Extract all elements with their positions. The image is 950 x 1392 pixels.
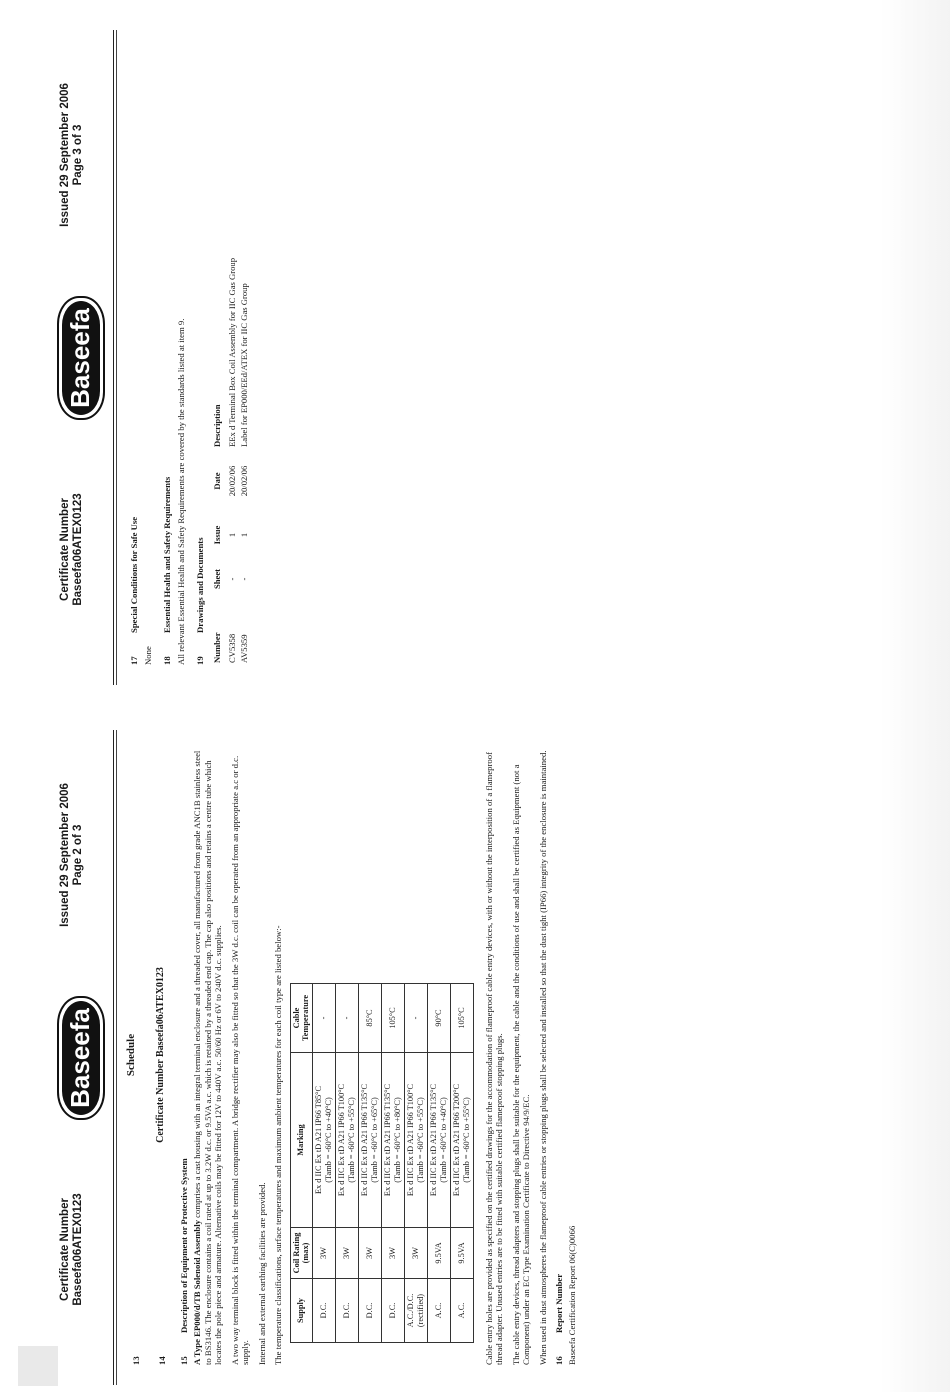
section-17-title: Special Conditions for Safe Use xyxy=(129,516,139,633)
section-14-row xyxy=(151,745,175,1365)
cell-marking xyxy=(450,1053,473,1228)
cell-date: 20/02/06 xyxy=(238,465,249,497)
table-row xyxy=(427,984,450,1343)
table-body xyxy=(313,984,473,1343)
cell-supply: D.C. xyxy=(382,1279,405,1343)
section-14-number: 14 xyxy=(157,1356,167,1365)
section-18-title: Essential Health and Safety Requirements xyxy=(161,476,172,633)
section-15-para-4: The temperature classifications, surface temperatures and maximum ambient temperatures for each coil type are listed below:- xyxy=(273,925,284,1365)
page-2-rotated xyxy=(45,730,585,1385)
section-15-number: 15 xyxy=(179,1356,189,1365)
logo-text: Baseefa xyxy=(62,1001,100,1115)
table-row xyxy=(405,984,428,1343)
page2-header-cert xyxy=(59,1172,85,1327)
page2-body xyxy=(125,745,584,1365)
marking-ambient-range: (Tamb = -60°C to +40°C) xyxy=(324,1097,334,1183)
header-sheet: Sheet xyxy=(212,568,223,590)
cell-doc-number: AV5359 xyxy=(238,634,249,663)
marking-ambient-range: (Tamb = -60°C to +40°C) xyxy=(438,1097,448,1183)
page-number: Page 2 of 3 xyxy=(72,824,85,886)
section-18-text: All relevant Essential Health and Safety Requirements are covered by the standards listed at item 9. xyxy=(176,318,187,665)
cell-marking xyxy=(405,1053,428,1228)
section-17-text: None xyxy=(143,646,154,665)
cell-description: Label for EP000/EEd/ATEX for IIC Gas Group xyxy=(238,283,249,447)
cell-cable-temperature: 90°C xyxy=(427,984,450,1053)
product-name: A Type EP000/d/TB Solenoid Assembly xyxy=(192,1220,203,1365)
cell-date: 20/02/06 xyxy=(226,465,237,497)
header-date: Date xyxy=(212,472,223,490)
cell-issue: 1 xyxy=(226,532,237,538)
cell-marking xyxy=(313,1053,336,1228)
cell-description: EEx d Terminal Box Coil Assembly for IIC Gas Group xyxy=(226,258,237,447)
issue-date: Issued 29 September 2006 xyxy=(59,783,71,927)
section-13-number: 13 xyxy=(131,1356,141,1365)
header-rule xyxy=(113,30,114,685)
table-row xyxy=(226,45,238,665)
para-1-text: comprises a cast housing with an integral terminal enclosure and a threaded cover, all manufactured from grade ANC1B stainless steel to BS3146. The enclosure contains a coil rated at up to 3.2W d.c. or 9.5VA a.c. which is retained by a threaded end cap. The cap also positions and retains a centre tube which locates the pole piece and armature. Alternative coils may be fitted for 12V to 440V a.c. 50/60 Hz or 6V to 240V d.c. supplies. xyxy=(192,750,224,1365)
cell-supply: A.C./D.C. (rectified) xyxy=(405,1279,428,1343)
drawings-header-row xyxy=(209,45,225,665)
logo-text: Baseefa xyxy=(62,301,100,415)
section-13-row xyxy=(125,745,151,1365)
section-15-para-6: The cable entry devices, thread adapters and stopping plugs shall be suitable for the equipment, the cable and the conditions of use and shall be certified as Equipment (not a Component) under an EC Type Examination Certificate to Directive 94/9/EC. xyxy=(510,764,532,1365)
section-15-para-5: Cable entry holes are provided as specified on the certified drawings for the accommodation of flameproof cable entry devices, with or without the interposition of a flameproof thread adapter. Unused entries are to be fitted with suitable certified flameproof stopping plugs. xyxy=(483,752,505,1365)
header-rule-thin xyxy=(116,730,117,1385)
scan-shadow xyxy=(880,0,950,1392)
section-15-para-2: A two way terminal block is fitted within the terminal compartment. A bridge rectifier may also be fitted so that the 3W d.c. coil can be operated from an appropriate a.c or d.c. supply. xyxy=(229,755,251,1365)
drawings-body xyxy=(226,45,251,665)
section-15-para-1 xyxy=(192,745,223,1365)
marking-ambient-range: (Tamb = -60°C to +55°C) xyxy=(461,1097,471,1183)
cell-supply: A.C. xyxy=(427,1279,450,1343)
marking-code: Ex d IIC Ex tD A21 IP66 T135°C xyxy=(360,1083,370,1197)
section-19-number: 19 xyxy=(194,656,205,665)
drawings-table xyxy=(209,45,250,665)
marking-code: Ex d IIC Ex tD A21 IP66 T200°C xyxy=(451,1083,461,1197)
header-supply: Supply xyxy=(290,1279,313,1343)
cell-marking xyxy=(336,1053,359,1228)
cell-sheet: - xyxy=(226,577,237,581)
table-row xyxy=(336,984,359,1343)
table-row xyxy=(359,984,382,1343)
marking-ambient-range: (Tamb = -60°C to +65°C) xyxy=(370,1097,380,1183)
section-15-heading xyxy=(179,745,189,1365)
cert-label: Certificate Number xyxy=(59,1198,71,1301)
schedule-cert-number: Certificate Number Baseefa06ATEX0123 xyxy=(155,967,166,1143)
header-description: Description xyxy=(212,404,223,447)
section-19-title: Drawings and Documents xyxy=(194,537,205,633)
marking-code: Ex d IIC Ex tD A21 IP66 T85°C xyxy=(314,1085,324,1195)
section-16-number: 16 xyxy=(553,1356,564,1365)
cell-coil-rating: 3W xyxy=(405,1228,428,1279)
schedule-title: Schedule xyxy=(125,1033,137,1077)
header-cable-temperature: Cable Temperature xyxy=(290,984,313,1053)
cell-supply: D.C. xyxy=(336,1279,359,1343)
cell-coil-rating: 9.5VA xyxy=(450,1228,473,1279)
cell-supply: D.C. xyxy=(359,1279,382,1343)
section-16-heading xyxy=(554,745,564,1365)
header-number: Number xyxy=(212,632,223,663)
baseefa-logo xyxy=(57,996,105,1120)
header-marking: Marking xyxy=(290,1053,313,1228)
cell-doc-number: CV5358 xyxy=(226,633,237,663)
cell-cable-temperature: - xyxy=(336,984,359,1053)
marking-code: Ex d IIC Ex tD A21 IP66 T100°C xyxy=(337,1083,347,1197)
cert-label: Certificate Number xyxy=(59,498,71,601)
page3-body xyxy=(129,45,250,665)
section-15-title: Description of Equipment or Protective System xyxy=(179,1158,189,1333)
cell-issue: 1 xyxy=(238,532,249,538)
cell-cable-temperature: - xyxy=(405,984,428,1053)
table-row xyxy=(450,984,473,1343)
section-15-para-3: Internal and external earthing facilities are provided. xyxy=(256,1182,267,1365)
cell-coil-rating: 3W xyxy=(359,1228,382,1279)
table-row xyxy=(382,984,405,1343)
cell-coil-rating: 3W xyxy=(382,1228,405,1279)
issue-date: Issued 29 September 2006 xyxy=(59,83,71,227)
page-number: Page 3 of 3 xyxy=(72,124,85,186)
cell-cable-temperature: - xyxy=(313,984,336,1053)
marking-code: Ex d IIC Ex tD A21 IP66 T135°C xyxy=(428,1083,438,1197)
marking-code: Ex d IIC Ex tD A21 IP66 T100°C xyxy=(406,1083,416,1197)
cell-cable-temperature: 105°C xyxy=(450,984,473,1053)
section-15-para-7: When used in dust atmospheres the flameproof cable entries or stopping plugs shall be selected and installed so that the dust tight (IP66) integrity of the enclosure is maintained. xyxy=(537,750,548,1365)
section-18-number: 18 xyxy=(161,656,172,665)
marking-code: Ex d IIC Ex tD A21 IP66 T135°C xyxy=(383,1083,393,1197)
report-number-text: Baseefa Certification Report 06(C)0066 xyxy=(567,1225,578,1365)
page3-header-cert xyxy=(59,472,85,627)
cert-number: Baseefa06ATEX0123 xyxy=(72,1193,85,1306)
header-coil-rating: Coil Rating (max) xyxy=(290,1228,313,1279)
cell-marking xyxy=(382,1053,405,1228)
certificate-page-3 xyxy=(45,30,585,685)
baseefa-logo xyxy=(57,296,105,420)
page-3-rotated xyxy=(45,30,585,685)
certificate-page-2 xyxy=(45,730,585,1385)
section-17-heading xyxy=(129,45,139,665)
table-row xyxy=(238,45,250,665)
section-16-title: Report Number xyxy=(553,1273,564,1333)
header-issue: Issue xyxy=(212,525,223,545)
coil-temperature-table xyxy=(290,983,474,1343)
page2-header-issue xyxy=(59,755,85,955)
cell-supply: A.C. xyxy=(450,1279,473,1343)
table-row xyxy=(313,984,336,1343)
section-18-heading xyxy=(162,45,172,665)
section-17-number: 17 xyxy=(129,656,139,665)
marking-ambient-range: (Tamb = -60°C to +80°C) xyxy=(393,1097,403,1183)
cell-marking xyxy=(427,1053,450,1228)
page3-header-issue xyxy=(59,55,85,255)
marking-ambient-range: (Tamb = -60°C to +55°C) xyxy=(347,1097,357,1183)
cell-supply: D.C. xyxy=(313,1279,336,1343)
header-rule xyxy=(113,730,114,1385)
cell-coil-rating: 3W xyxy=(336,1228,359,1279)
cell-cable-temperature: 105°C xyxy=(382,984,405,1053)
cert-number: Baseefa06ATEX0123 xyxy=(72,493,85,606)
cell-cable-temperature: 85°C xyxy=(359,984,382,1053)
header-rule-thin xyxy=(116,30,117,685)
table-header-row xyxy=(290,984,313,1343)
cell-coil-rating: 3W xyxy=(313,1228,336,1279)
section-19-heading xyxy=(195,45,205,665)
cell-sheet: - xyxy=(238,577,249,581)
cell-marking xyxy=(359,1053,382,1228)
cell-coil-rating: 9.5VA xyxy=(427,1228,450,1279)
marking-ambient-range: (Tamb = -60°C to +55°C) xyxy=(415,1097,425,1183)
